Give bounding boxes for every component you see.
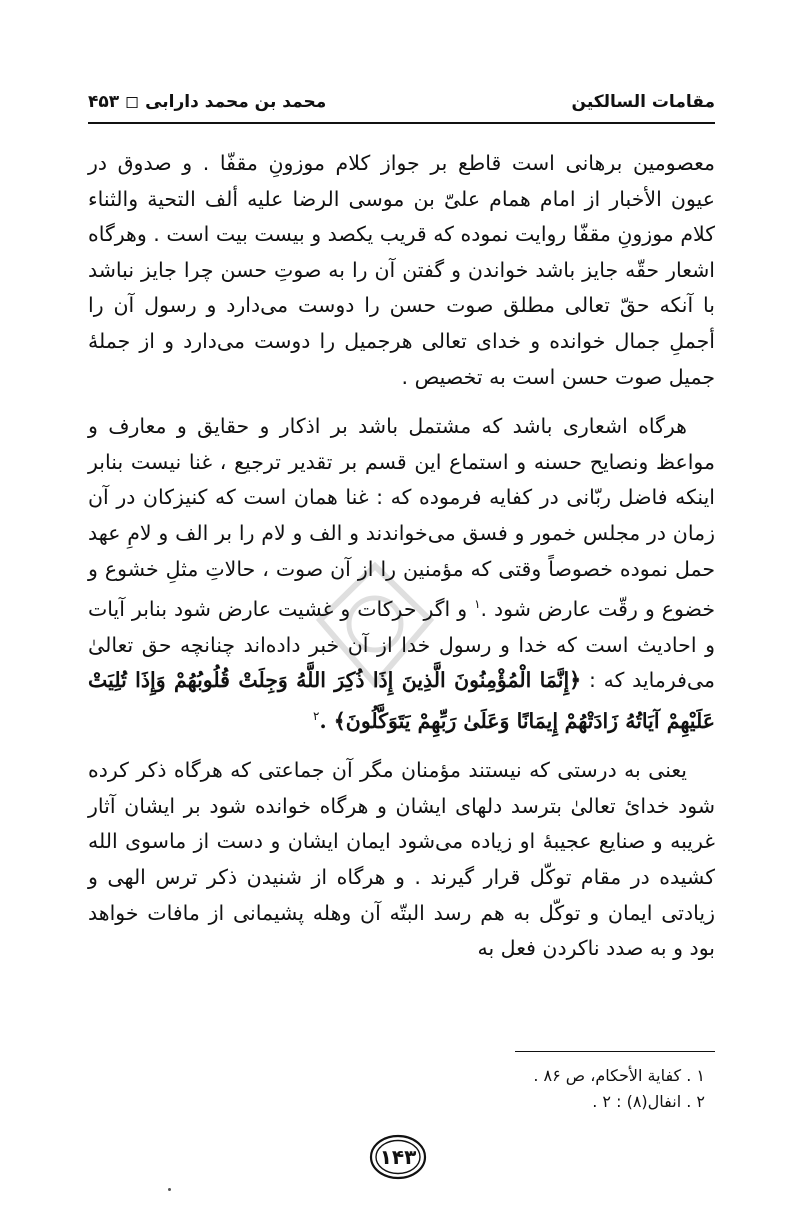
- footnote-ref-1[interactable]: ۱: [474, 597, 481, 612]
- text-line: شود خدایٔ تعالیٰ بترسد دلهای ایشان و هرگاه خوانده شود بر ایشان آثار غریبه: [88, 793, 715, 854]
- text-line: یعنی به درستی که نیستند مؤمنان مگر آن جماعتی که هرگاه ذکر کرده: [88, 758, 687, 783]
- paragraph-3: [88, 753, 715, 967]
- text-line: حقّه جایز باشد خواندن و گفتن آن را به صوتِ حسن چرا جایز نباشد با آنکه: [88, 257, 715, 318]
- text-line: هرگاه اشعاری باشد که مشتمل باشد بر اذکار و حقایق و معارف و: [88, 414, 687, 439]
- page-number-text: ۱۴۳: [379, 1145, 417, 1169]
- text-line: نموده خصوصاً وقتی که مؤمنین را از آن صوت ، حالاتِ مثلِ خشوع و خضوع و: [88, 556, 716, 621]
- text-line: خوانده و خدای تعالی هرجمیل را دوست می‌دارد و از جملهٔ جمیل صوت: [88, 328, 715, 389]
- running-header: [88, 86, 715, 118]
- text-line: و اگر حرکات و غشیت عارض شود بنابر آیات و احادیث: [88, 596, 715, 657]
- text-line: موزونِ مقفّا روایت نموده که قریب یکصد و بیست بیت است . وهرگاه اشعار: [88, 222, 715, 282]
- text-line: مواعظ ونصایح حسنه و استماع این قسم بر تقدیر ترجیع ، غنا نیست بنابر: [88, 449, 715, 474]
- text-line: است که خدا و رسول خدا از آن خبر داده‌اند چنانچه حق تعالیٰ می‌فرماید که :: [88, 632, 715, 693]
- footnote-2: ۲ . انفال(۸) : ۲ .: [592, 1092, 705, 1111]
- text-line: و صنایع عجیبهٔ او زیاده می‌شود ایمان ایشان و دست از ماسوی الله کشیده در: [88, 829, 716, 889]
- quran-verse-line: إِيمَانًا وَعَلَىٰ رَبِّهِمْ يَتَوَكَّلُونَ﴾ .: [319, 708, 559, 733]
- text-line: رقّت عارض شود .: [480, 596, 638, 621]
- text-line: مقام توکّل قرار گیرند . و هرگاه از شنیدن ذکر ترس الهی و زیادتی ایمان و توکّل: [88, 864, 715, 925]
- footnote-ref-2[interactable]: ۲: [313, 708, 320, 723]
- text-line: به هم رسد البتّه آن وهله پشیمانی از مافات خواهد بود و به صدد ناکردن فعل به: [88, 900, 715, 961]
- book-title: مقامات السالکین: [571, 92, 715, 112]
- quran-verse-line: ﴿إِنَّمَا الْمُؤْمِنُونَ الَّذِينَ إِذَا ذُكِرَ اللَّهُ وَجِلَتْ قُلُوبُهُمْ وَإِذَا تُلِيَتْ عَلَيْهِمْ آيَاتُهُ زَادَتْهُمْ: [88, 668, 715, 733]
- main-text: [88, 146, 715, 967]
- text-line: حسن است به تخصیص .: [401, 364, 609, 389]
- footnote-rule: [515, 1051, 715, 1052]
- text-line: معصومین برهانی است قاطع بر جواز کلام موزونِ مقفّا . و صدوق در عیون: [88, 151, 715, 211]
- footnote-1: ۱ . کفایة الأحکام، ص ۸۶ .: [533, 1066, 705, 1085]
- header-rule: [88, 122, 715, 124]
- scan-speck: [168, 1188, 171, 1191]
- page-number: [369, 1134, 427, 1180]
- text-line: الأخبار از امام همام علیّ بن موسی الرضا علیه ألف التحیة والثناء کلام: [88, 186, 715, 247]
- text-line: حقّ تعالی مطلق صوت حسن را دوست می‌دارد و رسول آن را أجملِ جمال: [88, 293, 715, 353]
- footnotes: [88, 1063, 705, 1115]
- page-marker: محمد بن محمد دارابی ◻ ۴۵۳: [88, 92, 327, 112]
- text-line: اینکه فاضل ربّانی در کفایه فرموده که : غنا همان است که کنیزکان در آن زمان: [88, 485, 715, 545]
- text-line: در مجلس خمور و فسق می‌خواندند و الف و لام را بر الف و لامِ عهد حمل: [88, 520, 715, 581]
- paragraph-1: [88, 146, 715, 395]
- paragraph-2: [88, 409, 715, 739]
